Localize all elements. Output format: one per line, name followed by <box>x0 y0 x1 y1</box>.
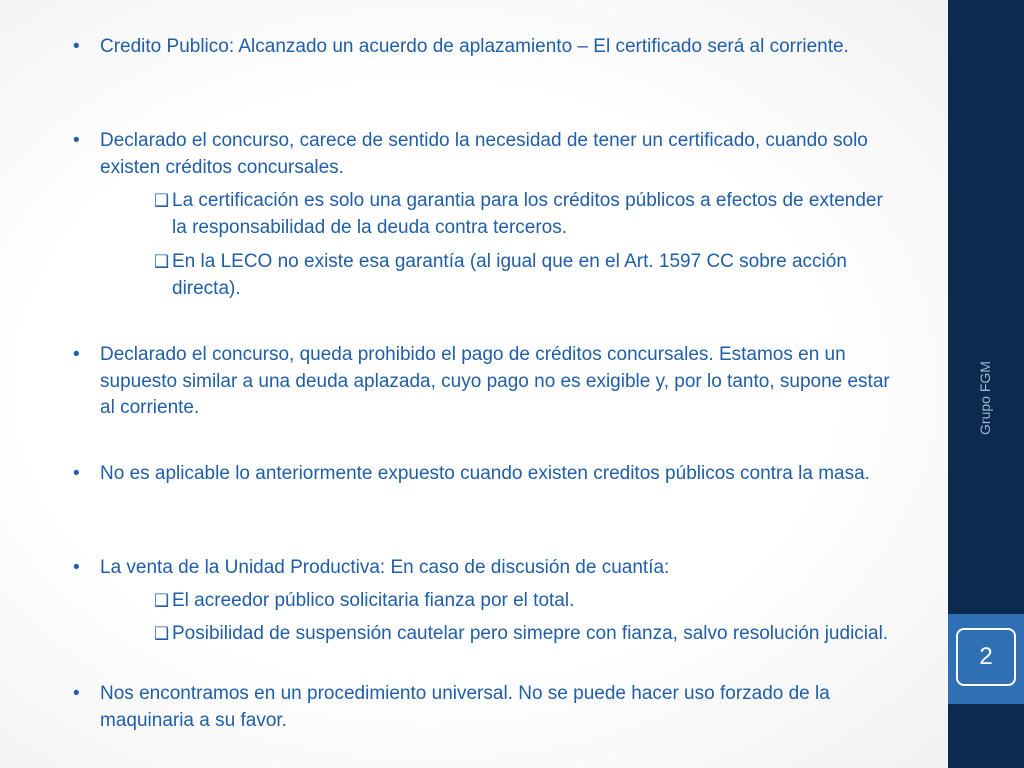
checkbox-bullet-icon: ❑ <box>154 624 170 643</box>
bullet-text: Declarado el concurso, queda prohibido el pago de créditos concursales. Estamos en un supuesto similar a una deuda aplazada, cuyo pago no es exigible y, por lo tanto, supone estar al corriente. <box>100 344 890 418</box>
sub-bullet-text: Posibilidad de suspensión cautelar pero simepre con fianza, salvo resolución judicial. <box>172 623 889 644</box>
sub-bullet-text: La certificación es solo una garantia para los créditos públicos a efectos de extender la responsabilidad de la deuda contra terceros. <box>172 190 883 238</box>
bullet-text: Nos encontramos en un procedimiento universal. No se puede hacer uso forzado de la maquinaria a su favor. <box>100 683 830 731</box>
bullet-text: No es aplicable lo anteriormente expuesto cuando existen creditos públicos contra la masa. <box>100 463 870 484</box>
bullet-marker: • <box>73 36 80 57</box>
sidebar-label: Grupo FGM <box>977 361 993 435</box>
bullet-text: Credito Publico: Alcanzado un acuerdo de aplazamiento – El certificado será al corriente. <box>100 36 849 57</box>
bullet-marker: • <box>73 557 80 578</box>
bullet-text: La venta de la Unidad Productiva: En caso de discusión de cuantía: <box>100 557 670 578</box>
sub-bullet-text: En la LECO no existe esa garantía (al igual que en el Art. 1597 CC sobre acción directa). <box>172 251 847 299</box>
page-number: 2 <box>979 643 993 670</box>
bullet-marker: • <box>73 344 80 365</box>
bullet-marker: • <box>73 683 80 704</box>
checkbox-bullet-icon: ❑ <box>154 191 170 210</box>
bullet-marker: • <box>73 130 80 151</box>
checkbox-bullet-icon: ❑ <box>154 591 170 610</box>
checkbox-bullet-icon: ❑ <box>154 252 170 271</box>
bullet-text: Declarado el concurso, carece de sentido la necesidad de tener un certificado, cuando solo existen créditos concursales. <box>100 130 868 178</box>
bullet-marker: • <box>73 463 80 484</box>
sub-bullet-text: El acreedor público solicitaria fianza por el total. <box>172 590 575 611</box>
